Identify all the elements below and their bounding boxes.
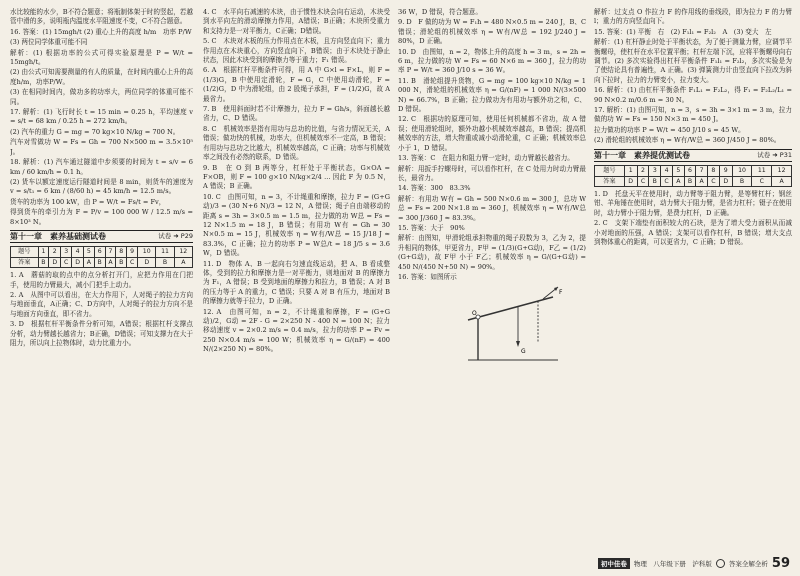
column-2 (203, 8, 390, 548)
explanation-paragraph: 5. C 木块对木板的压力作用点在木板，且方向竖直向下；重力作用点在木块重心，方向竖直向下，B错误；由于木块处于静止状态，因此木块受到的摩擦力等于重力；F₁ 错误。 (203, 37, 390, 65)
answer-key-cell: 5 (84, 247, 95, 257)
answer-key-cell: B (649, 176, 661, 186)
explanation-paragraph: 10. C 由图可知，n = 3，不计绳重和摩擦，拉力 F = (G+G动)/3 = (30 N+6 N)/3 = 12 N，A 错误；绳子自由端移动的距离 s = 3h = 3×0.5 m = 1.5 m，拉力做的功 W总 = Fs = 12 N×1.5 m = 18 J，B 错误；有用功 W有 = Gh = 30 N×0.5 m = 15 J，机械效率 η = W有/W总 = 15 J/18 J ≈ 83.3%，C 正确；拉力的功率 P = W总/t = 18 J/5 s = 3.6 W，D 错误。 (203, 192, 390, 258)
answer-key-answer-row (11, 257, 193, 267)
answer-key-cell: A (772, 176, 792, 186)
footer-brand: 初中佳卷 (598, 558, 630, 569)
explanation-paragraph: 9. B 在 O 到 B 两等分，杠杆处于平衡状态，G×OA = F×OB，则 F = 100 g×10 N/kg×2/4 ... 因此 F 为 0.5 N，A 错误；B 正确。 (203, 163, 390, 191)
explanation-paragraph: 拉力做功的功率 P = W/t = 450 J/10 s = 45 W。 (594, 125, 745, 134)
column-3-explanations (398, 8, 586, 282)
chapter-header-advanced (594, 149, 792, 162)
column-2-explanations (203, 8, 390, 355)
explanation-paragraph: 36 W，D 错误，符合题意。 (398, 8, 482, 16)
explanation-paragraph: 解析：(1) 根据功率的公式可得实验原理是 P = W/t = 15mgh/t。 (10, 48, 193, 67)
explanation-paragraph: 解析：有用功 W有 = Gh = 500 N×0.6 m = 300 J，总功 W总 = Fs = 200 N×1.8 m = 360 J，机械效率 η = W有/W总 = 300 J/360 J ≈ 83.3%。 (398, 194, 586, 222)
answer-key-cell: D (49, 257, 61, 267)
lever-diagram-svg (458, 285, 568, 365)
chapter-ref: 试卷 ➜ P31 (757, 150, 792, 159)
answer-key-cell: 10 (732, 166, 752, 176)
chapter-title: 第十一章 素养基础测试卷 (10, 231, 106, 241)
explanation-paragraph: 解析：用扳手拧螺母时，可以看作杠杆，在 C 处用力时动力臂最长，最省力。 (398, 164, 586, 182)
explanation-paragraph: 3. D 根据杠杆平衡条件分析可知，A错误；根据杠杆支撑点分析，动力臂越长越省力；B正确，D错误；可知支撑力在大于阻力，所以向上拉物体时，动力比重力小。 (10, 320, 193, 347)
explanation-paragraph: 4. C 水平向右减速的木块，由于惯性木块会向右运动，木块受到水平向左的滑动摩擦力作用，A错误；B正确；木块所受重力和支持力是一对平衡力，C正确；D错误。 (203, 8, 390, 35)
force-label: F (559, 289, 563, 297)
answer-key-table (10, 246, 193, 268)
explanation-paragraph: 2. A 从图中可以看出，在大力作用下，人对绳子的拉力方向与地面垂直，A正确；C、D方向中，人对绳子的拉力方向不是与地面方向垂直，即不省力。 (10, 290, 193, 318)
explanation-paragraph: 汽车对雪做功 W = Fs = Gh = 700 N×500 m = 3.5×10⁵ J。 (10, 138, 193, 156)
column-1-explanations (10, 271, 193, 348)
explanation-paragraph: 16. 答案：(1) 15mgh/t (2) 重心上升的高度 h/m 功率 P/W (10, 27, 192, 36)
answer-key-cell: 12 (772, 166, 792, 176)
answer-key-cell: C (61, 257, 72, 267)
explanation-paragraph: 9. D F 做的功为 W = F₁h = 480 N×0.5 m = 240 J，B、C 错误；滑轮组的机械效率 η = W有/W总 = 192 J/240 J = 80%，D 正确。 (398, 18, 586, 46)
explanation-paragraph: 8. C 机械效率是指有用功与总功的比值，与省力情况无关，A 错误；做功快的机械，功率大，但机械效率不一定高，B 错误；有用功与总功之比越大，机械效率越高，C 正确；功率与机械效率之间没有必然的联系，D 错误。 (203, 124, 390, 162)
explanation-paragraph: 解析：过支点 O 作拉力 F 的作用线的垂线段，即为拉力 F 的力臂 l；重力的方向竖直向下。 (594, 8, 792, 26)
answer-key-cell: 题号 (595, 166, 625, 176)
answer-key-cell: C (637, 176, 649, 186)
answer-ring-icon (716, 559, 725, 568)
answer-key-cell: 3 (649, 166, 661, 176)
lever-diagram (458, 285, 568, 365)
explanation-paragraph: 得到货车的牵引力为 F = P/v = 100 000 W / 12.5 m/s = 8×10³ N。 (10, 208, 193, 226)
explanation-paragraph: 12. C 根据功的原理可知，使用任何机械都不省功，故 A 错误；使用滑轮组时，额外功越小机械效率越高，B 错误；提高机械效率的方法，增大物重或减小动滑轮重，C 正确；机械效率总小于 1，D 错误。 (398, 115, 586, 152)
chapter-title: 第十一章 素养提优测试卷 (594, 150, 690, 160)
column-1 (10, 8, 193, 548)
answer-key-cell: C (752, 176, 772, 186)
answer-key-cell: B (38, 257, 49, 267)
explanation-paragraph: 7. B 使用斜面时若不计摩擦力，拉力 F = Gh/s，斜面越长越省力，C、D 错误。 (203, 105, 390, 123)
explanation-paragraph: (2) 货车以额定速度运行隧道时间是 8 min，则货车的速度为 v = s/t₁ = 6 km / (8/60 h) = 45 km/h = 12.5 m/s。 (10, 177, 193, 196)
answer-key-cell: A (174, 257, 192, 267)
answer-key-cell: 9 (127, 247, 138, 257)
explanation-paragraph: 货车的功率为 100 kW，由 P = W/t = Fs/t = Fv， (10, 197, 166, 206)
column-1-intro-text (10, 8, 193, 227)
explanation-paragraph: 14. 答案：300 83.3% (398, 184, 471, 193)
chapter-ref: 试卷 ➜ P29 (158, 231, 193, 240)
explanation-paragraph: 17. 解析：(1) 飞行时长 t = 15 min = 0.25 h，平均速度 v = s/t = 68 km / 0.25 h = 272 km/h。 (10, 108, 193, 126)
answer-key-header-row (595, 166, 792, 176)
answer-key-cell: D (624, 176, 637, 186)
explanation-paragraph: 15. 答案：大于 90% (398, 223, 465, 232)
answer-key-cell: 7 (105, 247, 116, 257)
answer-key-cell: 2 (49, 247, 61, 257)
weight-label: G (521, 348, 526, 356)
answer-key-cell: 6 (684, 166, 696, 176)
answer-key-cell: A (696, 176, 708, 186)
answer-key-cell: B (732, 176, 752, 186)
answer-key-cell: A (105, 257, 116, 267)
answer-key-cell: 7 (696, 166, 708, 176)
explanation-paragraph: 水比较能的水少，B不符合题意；将瓶制体架于时的竖起，若越管中滑的多，说明瓶内温度水平阻速度不变，C不符合题意。 (10, 8, 193, 26)
explanation-paragraph: 解析：(1) 杠杆静止时处于平衡状态，为了便于测量力臂，应调节平衡螺母，使杠杆在水平位置平衡；杠杆左端下沉，应将平衡螺母向右调节。(2) 多次实验得出杠杆平衡条件 F₁l₁ = F₂l₂，多次实验是为了使结论具有普遍性，A 正确。(3) 弹簧测力计由竖直向下拉改为斜向下拉时，拉力的力臂变小，拉力变大。 (594, 38, 792, 84)
answer-key-cell: 题号 (11, 247, 39, 257)
column-4-intro-text (594, 8, 792, 146)
explanation-paragraph: (2) 滑轮组的机械效率 η = W有/W总 = 360 J/450 J = 80%。 (594, 136, 781, 145)
answer-key-cell: 5 (673, 166, 685, 176)
column-4 (594, 8, 792, 548)
answer-key-cell: 1 (624, 166, 637, 176)
answer-key-cell: 2 (637, 166, 649, 176)
answer-key-cell: 8 (116, 247, 127, 257)
answer-key-cell: 8 (707, 166, 719, 176)
explanation-paragraph: 2. C 支架下端垫有面积较大的石块，是为了增大受力面积从而减小对地面的压强，A 错误；支架可以看作杠杆，B 错误；增大支点到物体重心的距离，可以更省力，C 正确；D 错误。 (594, 219, 792, 246)
explanation-paragraph: 12. A 由图可知，n = 2，不计绳重和摩擦，F = (G+G动)/2，G动 = 2F - G = 2×250 N - 400 N = 100 N；拉力移动速度 v = 2×0.2 m/s = 0.4 m/s，拉力的功率 P = Fv = 250 N×0.4 m/s = 100 W；机械效率 η = G/(nF) = 400 N/(2×250 N) = 80%。 (203, 307, 390, 354)
answer-key-cell: 12 (174, 247, 192, 257)
answer-key-cell: D (72, 257, 84, 267)
answer-key-cell: B (94, 257, 105, 267)
explanation-paragraph: 16. 解析：(1) 由杠杆平衡条件 F₁L₁ = F₂L₂，得 F₁ = F₂L₂/L₁ = 90 N×0.2 m/0.6 m = 30 N。 (594, 86, 792, 104)
column-3 (398, 8, 586, 548)
answer-key-cell: 11 (156, 247, 174, 257)
answer-key-cell: A (84, 257, 95, 267)
answer-key-cell: 答案 (11, 257, 39, 267)
explanation-paragraph: 1. A 蘑菇的取的点中的点分析打开门，应把力作用在门把手，使用的力臂最大，减小门把手上动力。 (10, 271, 193, 289)
answer-key-cell: A (673, 176, 685, 186)
answer-key-cell: 4 (72, 247, 84, 257)
answer-key-cell: 1 (38, 247, 49, 257)
explanation-paragraph: 15. 答案：(1) 平衡 右 (2) F₁l₁ = F₂l₂ A (3) 变大 左 (594, 27, 772, 36)
answer-key-cell: C (127, 257, 138, 267)
answer-key-cell: 11 (752, 166, 772, 176)
explanation-paragraph: (3) 在相同时间内，做功多的功率大，两位同学的体重可能不同。 (10, 88, 193, 106)
answer-key-cell: B (116, 257, 127, 267)
explanation-paragraph: 6. A 根据杠杆平衡条件可得，用 A 中 G×l = F×L，则 F = (1/3)G，B 中使用定滑轮，F = G，C 中使用动滑轮，F = (1/2)G，D 中为滑轮组，由 2 股绳子承担，F = (1/2)G，故 A 最省力。 (203, 66, 390, 103)
answer-key-cell: C (707, 176, 719, 186)
answer-key-answer-row (595, 176, 792, 186)
explanation-paragraph: 11. D 物体 A、B 一起向右匀速直线运动，把 A、B 看成整体，受到的拉力和摩擦力是一对平衡力，则地面对 B 的摩擦力为 F₁，A 错误；B 受到地面的摩擦力和拉力，B 错误；A 对 B 的压力等于 A 的重力，C 错误；只要 A 对 B 有压力，地面对 B 的摩擦力就等于拉力，D 正确。 (203, 259, 390, 306)
column-4-explanations (594, 190, 792, 247)
answer-key-cell: D (719, 176, 732, 186)
answer-key-cell: C (661, 176, 673, 186)
explanation-paragraph: (2) 由公式可知需要测量的有人的质量，在时间内重心上升的高度h/m，功率P/W。 (10, 68, 193, 86)
answer-key-cell: 10 (138, 247, 156, 257)
answer-key-cell: B (156, 257, 174, 267)
answer-key-cell: D (138, 257, 156, 267)
footer-tag: 答案全解全析 (728, 560, 768, 568)
explanation-paragraph: (2) 汽车的重力 G = mg = 70 kg×10 N/kg = 700 N。 (10, 127, 180, 136)
explanation-paragraph: 13. 答案：C 在阻力和阻力臂一定时，动力臂越长越省力。 (398, 154, 574, 163)
page-number: 59 (771, 556, 790, 571)
answer-key-cell: 6 (94, 247, 105, 257)
pivot-label: O (472, 310, 477, 318)
page-footer (598, 556, 790, 571)
footer-subject: 物理 八年级下册 沪科版 (633, 560, 712, 568)
chapter-header-basic (10, 230, 193, 243)
answer-key-cell: 9 (719, 166, 732, 176)
answer-key-cell: 答案 (595, 176, 625, 186)
answer-key-header-row (11, 247, 193, 257)
answer-key-cell: B (684, 176, 696, 186)
explanation-paragraph: 1. D 托盘天平在使用时，动力臂等于阻力臂，是等臂杠杆；钢丝钳、羊角锤在使用时，动力臂大于阻力臂，是省力杠杆；镊子在使用时，动力臂小于阻力臂，是费力杠杆，D 正确。 (594, 189, 792, 217)
explanation-paragraph: 17. 解析：(1) 由图可知，n = 3，s = 3h = 3×1 m = 3 m，拉力做的功 W = Fs = 150 N×3 m = 450 J。 (594, 106, 792, 124)
answer-key-table (594, 165, 792, 187)
explanation-paragraph: 11. B 滑轮组提升货物，G = mg = 100 kg×10 N/kg = 1 000 N，滑轮组的机械效率 η = G/(nF) = 1 000 N/(3×500 N) ≈ 66.7%，B 正确；拉力做功为有用功与额外功之和，C、D 错误。 (398, 76, 586, 114)
explanation-paragraph: (3) 两位同学体重可能不同 (10, 38, 88, 47)
answer-key-cell: 4 (661, 166, 673, 176)
explanation-paragraph: 16. 答案：如图所示 (398, 272, 457, 281)
explanation-paragraph: 18. 解析：(1) 汽车通过隧道中步须要的时间为 t = s/v = 6 km / 60 km/h = 0.1 h。 (10, 158, 193, 176)
explanation-paragraph: 解析：由图知，甲滑轮组承担物重的绳子段数为 3，乙为 2，提升相同的物体，甲更省力，F甲 = (1/3)(G+G动)，F乙 = (1/2)(G+G动)，故 F甲 小于 F乙；机械效率 η = G/(G+G动) = 450 N/(450 N+50 N) = 90%。 (398, 234, 586, 271)
explanation-paragraph: 10. D 由图知，n = 2，物体上升的高度 h = 3 m，s = 2h = 6 m，拉力做的功 W = Fs = 60 N×6 m = 360 J，拉力的功率 P = W/t = 360 J/10 s = 36 W。 (398, 47, 586, 75)
answer-key-cell: 3 (61, 247, 72, 257)
